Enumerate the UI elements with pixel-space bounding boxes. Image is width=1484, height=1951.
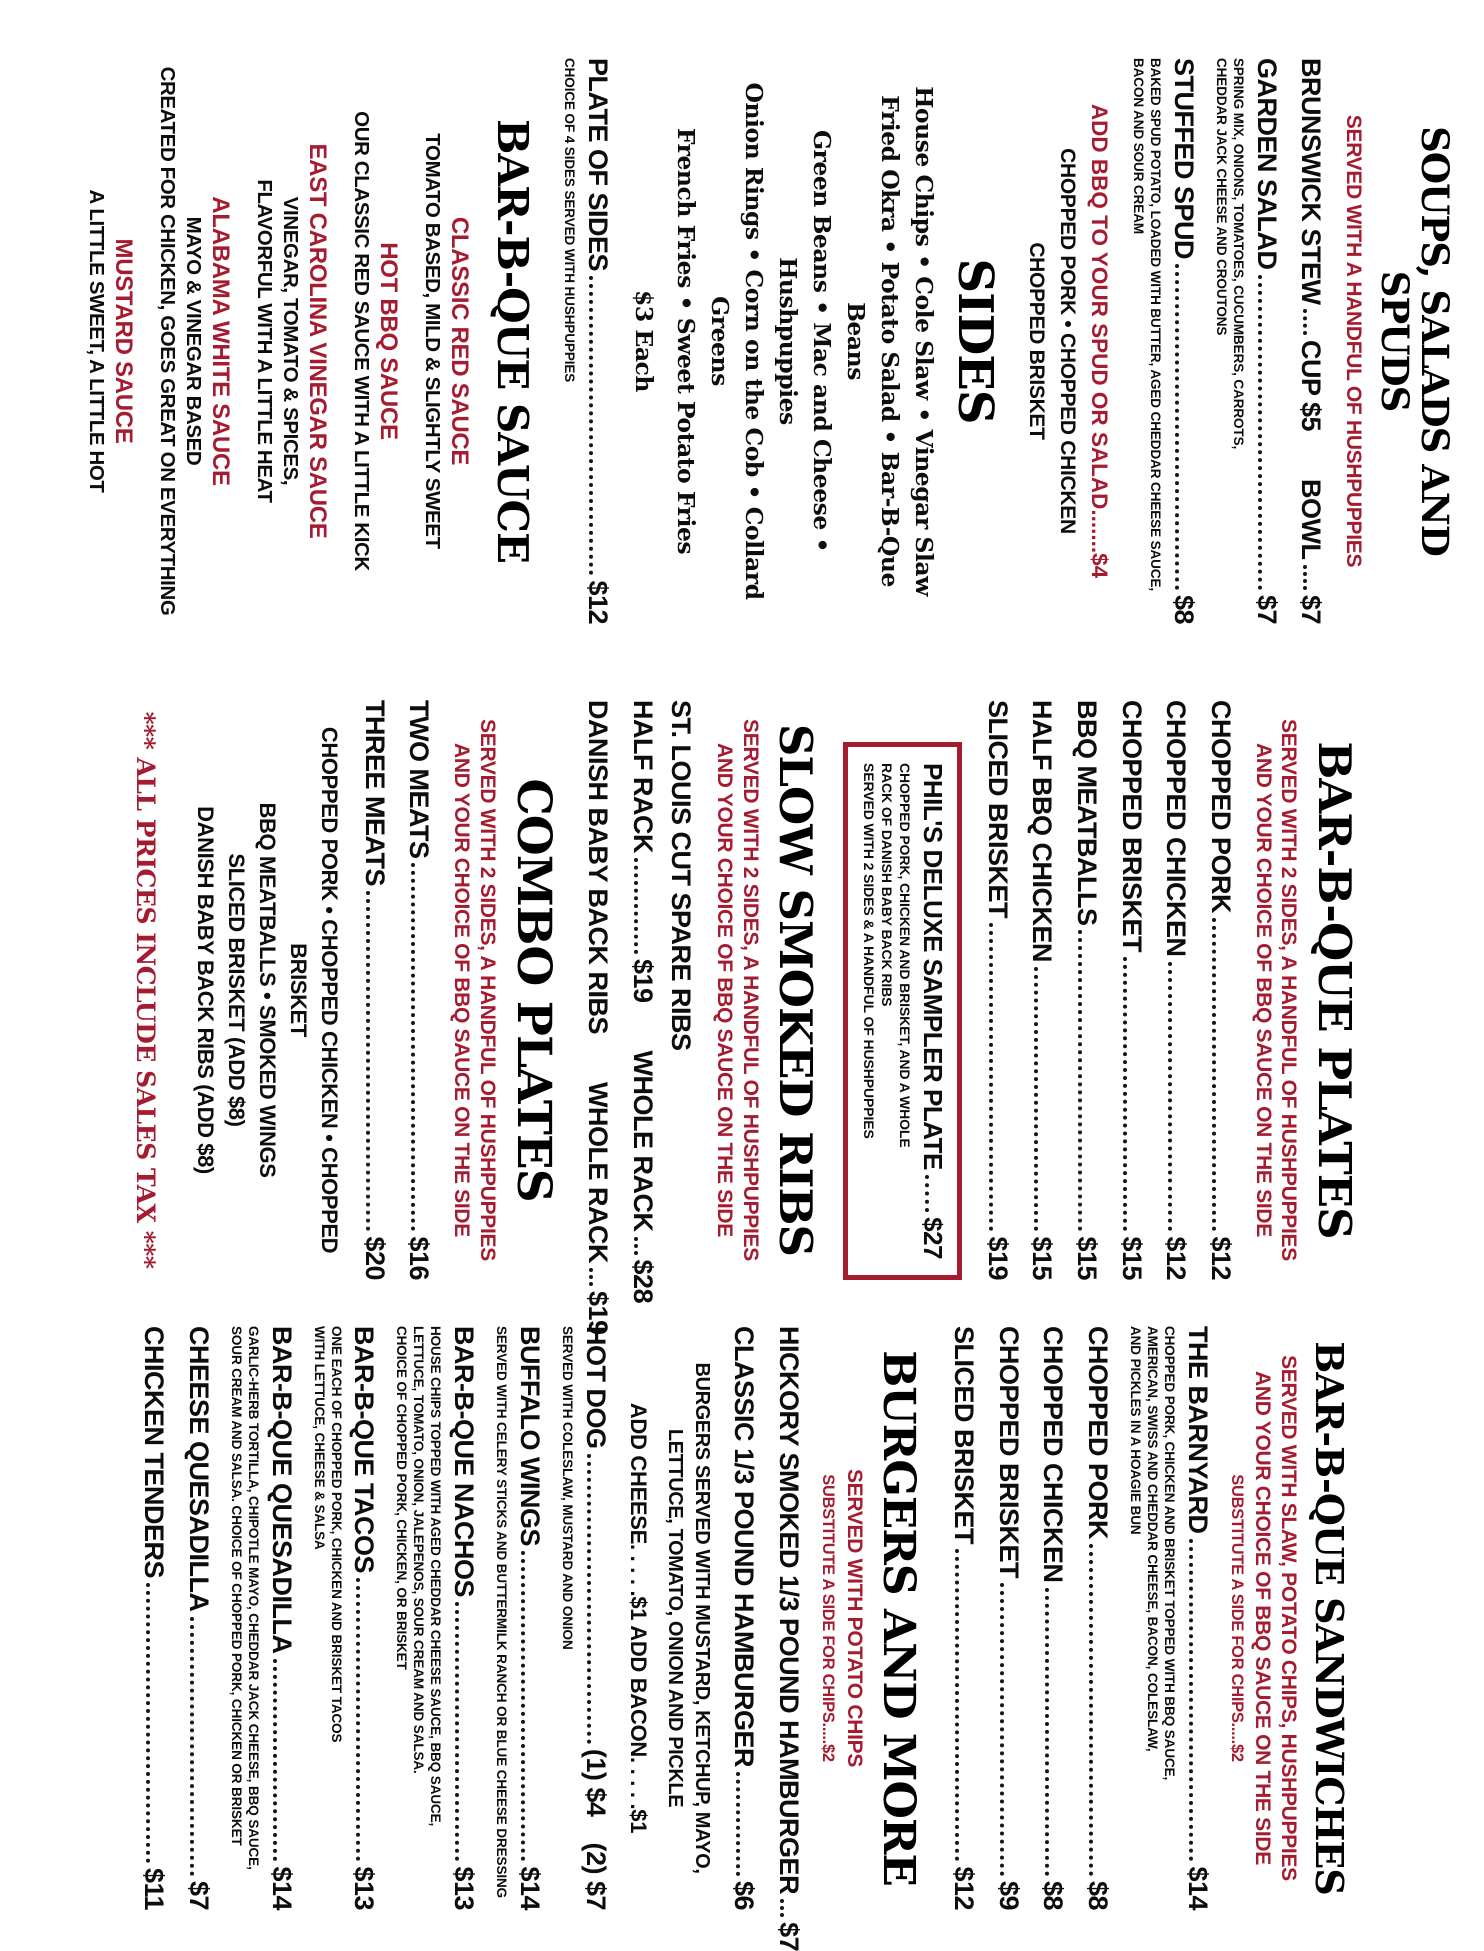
menu-item-three-meats: [359, 700, 389, 1280]
item-desc: GARLIC-HERB TORTILLA, CHIPOTLE MAYO, CHEDDAR JACK CHEESE, BBQ SAUCE,: [246, 1326, 262, 1870]
item-price-cup: CUP $5: [1296, 339, 1327, 432]
dot-leader: [589, 1268, 593, 1286]
item-price: $12: [1206, 1236, 1237, 1280]
dot-leader: [736, 1772, 740, 1876]
dot-leader: [521, 1551, 525, 1861]
dot-leader: [456, 1602, 460, 1861]
item-name: CHOPPED CHICKEN: [1161, 700, 1192, 957]
menu-item-chopped-brisket-sandwich: [993, 1326, 1023, 1910]
item-name: THE BARNYARD: [1182, 1326, 1213, 1534]
item-price: $7: [773, 1922, 804, 1951]
item-name: CHOPPED BRISKET: [993, 1326, 1024, 1579]
item-name-whole-rack: WHOLE RACK: [627, 1050, 658, 1232]
item-price: $8: [1038, 1880, 1069, 1910]
dot-leader: [780, 1899, 784, 1917]
combo-choices-line: CHOPPED PORK • CHOPPED CHICKEN • CHOPPED BRISKET: [285, 726, 342, 1254]
dot-leader: [1045, 1588, 1049, 1876]
item-name: PHIL'S DELUXE SAMPLER PLATE: [918, 763, 949, 1170]
menu-item-sliced-brisket-sandwich: [948, 1326, 978, 1910]
item-name-whole-rack: WHOLE RACK: [582, 1082, 613, 1264]
menu-item-chopped-pork-sandwich: [1082, 1326, 1112, 1910]
plates-tagline-2: AND YOUR CHOICE OF BBQ SAUCE ON THE SIDE: [1251, 743, 1275, 1237]
dot-leader: [989, 923, 993, 1231]
item-price: $16: [404, 1236, 435, 1280]
section-title-sides: SIDES: [947, 258, 1004, 424]
sauce-name-hot-bbq: HOT BBQ SAUCE: [374, 242, 402, 440]
menu-item-garden-salad: [1251, 58, 1281, 624]
item-desc: BACON AND SOUR CREAM: [1131, 58, 1147, 234]
ribs-tagline-2: AND YOUR CHOICE OF BBQ SAUCE ON THE SIDE: [713, 743, 737, 1237]
item-price-half-rack: $19: [627, 958, 658, 1003]
dot-leader: [587, 1454, 591, 1744]
menu-item-buffalo-wings: [514, 1326, 544, 1910]
combo-choices-line: DANISH BABY BACK RIBS (ADD $8): [192, 806, 218, 1174]
dot-leader: [190, 1617, 194, 1876]
item-name: TWO MEATS: [404, 700, 435, 859]
sides-list-line: House Chips • Cole Slaw • Vinegar Slaw: [909, 86, 938, 596]
item-name: BBQ MEATBALLS: [1072, 700, 1103, 926]
item-name: CHOPPED PORK: [1206, 700, 1237, 914]
item-price: $12: [582, 580, 613, 624]
sides-list-line: Onion Rings • Corn on the Cob • Collard Greens: [705, 82, 768, 600]
item-price: $14: [1182, 1866, 1213, 1910]
sandwiches-substitute-note: SUBSTITUTE A SIDE FOR CHIPS.....$2: [1227, 1474, 1246, 1762]
section-title-slow-smoked-ribs: SLOW SMOKED RIBS: [769, 723, 823, 1257]
sides-list-line: Fried Okra • Potato Salad • Bar-B-Que Beans: [841, 95, 904, 587]
item-name: CHOPPED BRISKET: [1116, 700, 1147, 953]
burgers-note-1: BURGERS SERVED WITH MUSTARD, KETCHUP, MAYO,: [690, 1362, 713, 1874]
sampler-plate-box: [843, 742, 962, 1280]
menu-item-classic-hamburger: [729, 1326, 759, 1910]
item-price: $8: [1169, 594, 1200, 624]
item-desc: SERVED WITH 2 SIDES & A HANDFUL OF HUSHPUPPIES: [861, 763, 878, 1139]
item-name: CHOPPED PORK: [1082, 1326, 1113, 1540]
sauce-name-classic-red: CLASSIC RED SAUCE: [445, 216, 473, 466]
sauce-name-east-carolina-vinegar: EAST CAROLINA VINEGAR SAUCE: [303, 143, 331, 539]
dot-leader: [955, 1549, 959, 1861]
dot-leader: [273, 1659, 277, 1862]
item-desc: SOUR CREAM AND SALSA. CHOICE OF CHOPPED PORK, CHICKEN OR BRISKET: [229, 1326, 245, 1846]
menu-item-sliced-brisket-plate: [982, 700, 1012, 1280]
section-title-bbq-sandwiches: BAR-B-QUE SANDWICHES: [1307, 1341, 1352, 1895]
dot-leader: [1303, 565, 1307, 590]
plates-tagline-1: SERVED WITH 2 SIDES, A HANDFUL OF HUSHPUPPIES: [1277, 719, 1301, 1261]
item-desc: SERVED WITH COLESLAW, MUSTARD AND ONION: [559, 1326, 575, 1650]
item-name: BAR-B-QUE TACOS: [349, 1326, 380, 1573]
item-name-bowl: BOWL: [1296, 479, 1327, 560]
menu-item-deluxe-sampler-plate: [918, 763, 947, 1259]
item-desc: CHOICE OF CHOPPED PORK, CHICKEN, OR BRISKET: [394, 1326, 410, 1670]
dot-leader: [634, 858, 638, 954]
item-price: $19: [982, 1236, 1013, 1280]
item-desc: LETTUCE, TOMATO, ONION, JALEPENOS, SOUR CREAM AND SALSA.: [411, 1326, 427, 1774]
sauce-desc: OUR CLASSIC RED SAUCE WITH A LITTLE KICK: [349, 111, 373, 571]
item-price: $15: [1027, 1236, 1058, 1280]
item-name: SLICED BRISKET: [982, 700, 1013, 919]
menu-item-chopped-chicken-sandwich: [1038, 1326, 1068, 1910]
item-desc: CHOICE OF 4 SIDES SERVED WITH HUSHPUPPIES: [561, 58, 577, 383]
sauce-desc: TOMATO BASED, MILD & SLIGHTLY SWEET: [420, 133, 444, 549]
item-price: $7: [1251, 594, 1282, 624]
item-price: $13: [449, 1866, 480, 1910]
item-name: CHOPPED CHICKEN: [1038, 1326, 1069, 1583]
item-desc: WITH LETTUCE, CHEESE & SALSA: [311, 1326, 327, 1550]
dot-leader: [146, 1583, 150, 1863]
item-price: $15: [1116, 1236, 1147, 1280]
item-name: THREE MEATS: [359, 700, 390, 887]
item-price-double: (2) $7: [580, 1842, 611, 1910]
dot-leader: [1000, 1583, 1004, 1876]
column-plates-ribs-combos: [130, 700, 1484, 1335]
sauce-desc: CREATED FOR CHICKEN, GOES GREAT ON EVERYTHING: [155, 66, 179, 616]
item-price: $20: [359, 1236, 390, 1280]
combo-tagline-2: AND YOUR CHOICE OF BBQ SAUCE ON THE SIDE: [449, 743, 473, 1237]
item-desc: AMERICAN, SWISS AND CHEDDAR CHEESE, BACON, COLESLAW,: [1144, 1326, 1160, 1752]
dot-leader: [366, 891, 370, 1231]
add-bbq-meat-options-1: CHOPPED PORK • CHOPPED CHICKEN: [1056, 148, 1080, 534]
item-price: $6: [729, 1880, 760, 1910]
item-desc: HOUSE CHIPS TOPPED WITH AGED CHEDDAR CHEESE SAUCE, BBQ SAUCE,: [428, 1326, 444, 1827]
menu-item-stuffed-spud: [1168, 58, 1198, 624]
burger-addons: ADD CHEESE. . . . .$1 ADD BACON. . . . .$1: [625, 1402, 651, 1834]
item-price: $15: [1072, 1236, 1103, 1280]
item-name: BRUNSWICK STEW: [1296, 58, 1327, 305]
item-name: CHICKEN TENDERS: [139, 1326, 170, 1579]
menu-item-half-bbq-chicken-plate: [1027, 700, 1057, 1280]
add-bbq-meat-options-2: CHOPPED BRISKET: [1025, 242, 1049, 440]
combo-tagline-1: SERVED WITH 2 SIDES, A HANDFUL OF HUSHPUPPIES: [475, 719, 499, 1261]
item-price: $8: [1082, 1880, 1113, 1910]
sauce-desc: FLAVORFUL WITH A LITTLE HEAT: [252, 179, 276, 503]
menu-item-hot-dog: [580, 1326, 610, 1910]
item-name: CLASSIC 1/3 POUND HAMBURGER: [729, 1326, 760, 1768]
burgers-note-2: LETTUCE, TOMATO, ONION AND PICKLE: [663, 1428, 686, 1808]
item-name: DANISH BABY BACK RIBS: [582, 700, 613, 1035]
item-name: HOT DOG: [580, 1326, 611, 1449]
item-name: HICKORY SMOKED 1/3 POUND HAMBURGER: [773, 1326, 804, 1895]
sides-list-line: French Fries • Sweet Potato Fries: [671, 127, 700, 555]
dot-leader: [1089, 1544, 1093, 1876]
dot-leader: [925, 1175, 929, 1212]
menu-item-cheese-quesadilla: [183, 1326, 213, 1910]
dot-leader: [634, 1237, 638, 1255]
menu-item-the-barnyard: [1182, 1326, 1212, 1910]
item-price: $9: [993, 1880, 1024, 1910]
soups-tagline: SERVED WITH A HANDFUL OF HUSHPUPPIES: [1342, 114, 1366, 568]
item-price: $7: [184, 1880, 215, 1910]
dot-leader: [1175, 264, 1179, 590]
menu-item-hickory-smoked-hamburger: [773, 1326, 804, 1951]
ribs-tagline-1: SERVED WITH 2 SIDES, A HANDFUL OF HUSHPUPPIES: [738, 719, 762, 1261]
menu-item-chopped-brisket-plate: [1116, 700, 1146, 1280]
column-sandwiches-burgers: [139, 1326, 1484, 1951]
menu-item-bbq-tacos: [349, 1326, 379, 1910]
item-name: GARDEN SALAD: [1251, 58, 1282, 270]
item-name: STUFFED SPUD: [1169, 58, 1200, 260]
item-name: HALF BBQ CHICKEN: [1027, 700, 1058, 962]
dot-leader: [1189, 1539, 1193, 1862]
item-desc: CHEDDAR JACK CHEESE AND CROUTONS: [1214, 58, 1230, 336]
combo-choices-line: BBQ MEATBALLS • SMOKED WINGS: [254, 802, 280, 1178]
item-name: SLICED BRISKET: [948, 1326, 979, 1545]
item-price: $12: [948, 1866, 979, 1910]
item-price: $19: [582, 1291, 613, 1335]
item-desc: CHOPPED PORK, CHICKEN AND BRISKET TOPPED WITH BBQ SAUCE,: [1161, 1326, 1177, 1781]
section-title-bbq-plates: BAR-B-QUE PLATES: [1308, 741, 1361, 1239]
item-price-single: (1) $4: [580, 1748, 611, 1817]
dot-leader: [411, 863, 415, 1231]
dot-leader: [1303, 309, 1307, 334]
menu-item-bbq-nachos: [449, 1326, 479, 1910]
sandwiches-tagline-1: SERVED WITH SLAW, POTATO CHIPS, HUSHPUPPIES: [1276, 1355, 1300, 1881]
menu-item-chopped-chicken-plate: [1161, 700, 1191, 1280]
sauce-desc: VINEGAR, TOMATO & SPICES,: [278, 196, 302, 486]
dot-leader: [1213, 918, 1217, 1231]
sides-list-line: Green Beans • Mac and Cheese • Hushpuppies: [773, 129, 836, 553]
item-name: BAR-B-QUE QUESADILLA: [266, 1326, 297, 1654]
item-price: $14: [266, 1866, 297, 1910]
item-name-half-rack: HALF RACK: [627, 700, 658, 853]
burgers-tagline: SERVED WITH POTATO CHIPS: [842, 1468, 866, 1768]
sauce-name-mustard: MUSTARD SAUCE: [109, 238, 137, 444]
menu-item-plate-of-sides: [582, 58, 612, 624]
menu-item-bbq-meatballs-plate: [1071, 700, 1101, 1280]
dot-leader: [1034, 967, 1038, 1231]
burgers-substitute-note: SUBSTITUTE A SIDE FOR CHIPS.....$2: [819, 1474, 838, 1762]
column-soups-sides-sauces: [83, 58, 1484, 624]
item-price: $13: [349, 1866, 380, 1910]
item-name: CHEESE QUESADILLA: [184, 1326, 215, 1612]
section-title-soups-salads-spuds: SOUPS, SALADS AND SPUDS: [1373, 126, 1457, 556]
menu-item-bbq-quesadilla: [266, 1326, 296, 1910]
item-price: $27: [918, 1217, 949, 1259]
item-desc: SPRING MIX, ONIONS, TOMATOES, CUCUMBERS, CARROTS,: [1231, 58, 1247, 450]
dot-leader: [1168, 962, 1172, 1232]
dot-leader: [1258, 275, 1262, 590]
sauce-desc: A LITTLE SWEET, A LITTLE HOT: [84, 189, 108, 493]
ribs-st-louis-heading: ST. LOUIS CUT SPARE RIBS: [665, 700, 696, 1051]
dot-leader: [1123, 957, 1127, 1231]
sandwiches-tagline-2: AND YOUR CHOICE OF BBQ SAUCE ON THE SIDE: [1251, 1371, 1275, 1865]
menu-item-spare-ribs-racks: [627, 700, 658, 1304]
item-price-bowl: $7: [1296, 594, 1327, 625]
item-price: $14: [514, 1866, 545, 1910]
item-price: $11: [139, 1867, 170, 1910]
dot-leader: [589, 276, 593, 575]
item-desc: SERVED WITH CELERY STICKS AND BUTTERMILK RANCH OR BLUE CHEESE DRESSING: [494, 1326, 510, 1899]
sauce-desc: MAYO & VINEGAR BASED: [181, 216, 205, 466]
dot-leader: [1078, 930, 1082, 1231]
item-price-whole-rack: $28: [627, 1259, 658, 1304]
dot-leader: [356, 1578, 360, 1861]
menu-item-chicken-tenders: [139, 1326, 169, 1910]
item-name: BUFFALO WINGS: [514, 1326, 545, 1546]
combo-choices-line: SLICED BRISKET (ADD $8): [223, 853, 249, 1127]
sides-price-each: $3 Each: [629, 290, 658, 392]
item-desc: CHOPPED PORK, CHICKEN AND BRISKET, AND A WHOLE: [897, 763, 914, 1148]
menu-item-two-meats: [404, 700, 434, 1280]
section-title-bbq-sauce: BAR-B-QUE SAUCE: [487, 119, 537, 563]
item-desc: AND PICKLES IN A HOAGIE BUN: [1127, 1326, 1143, 1535]
add-bbq-note: ADD BBQ TO YOUR SPUD OR SALAD.......$4: [1087, 103, 1113, 579]
menu-item-chopped-pork-plate: [1206, 700, 1236, 1280]
item-name: PLATE OF SIDES: [582, 58, 613, 272]
item-desc: RACK OF DANISH BABY BACK RIBS: [879, 763, 896, 1007]
item-desc: BAKED SPUD POTATO, LOADED WITH BUTTER, AGED CHEDDAR CHEESE SAUCE,: [1148, 58, 1164, 592]
item-name: BAR-B-QUE NACHOS: [449, 1326, 480, 1597]
section-title-burgers-and-more: BURGERS AND MORE: [873, 1350, 925, 1886]
item-desc: ONE EACH OF CHOPPED PORK, CHICKEN AND BRISKET TACOS: [328, 1326, 344, 1743]
item-price: $12: [1161, 1236, 1192, 1280]
section-title-combo-plates: COMBO PLATES: [506, 778, 562, 1202]
menu-item-danish-baby-back-ribs: [582, 700, 613, 1335]
menu-item-brunswick-stew: [1296, 58, 1326, 624]
sauce-name-alabama-white: ALABAMA WHITE SAUCE: [206, 196, 234, 486]
sales-tax-note: *** ALL PRICES INCLUDE SALES TAX ***: [130, 711, 160, 1269]
